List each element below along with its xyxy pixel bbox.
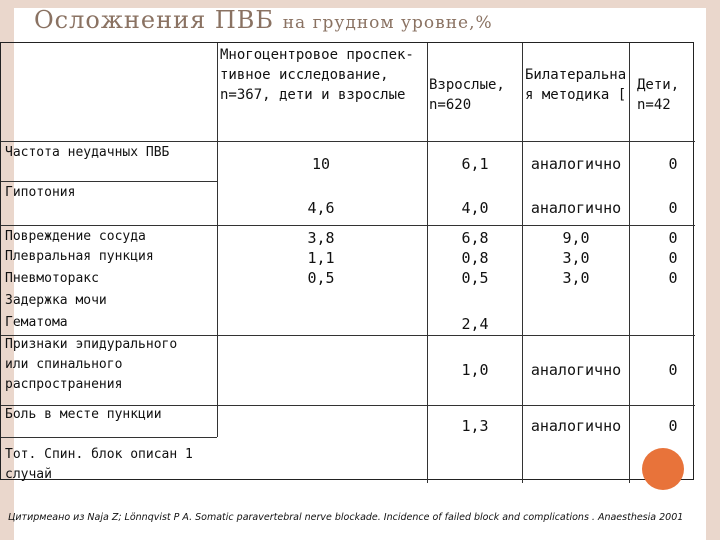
cell-hematoma-adults: 2,4 bbox=[461, 315, 489, 333]
cell-pneumothorax-adults: 0,5 bbox=[461, 269, 489, 287]
title-main: Осложнения ПВБ bbox=[34, 6, 275, 34]
cell-pain-children: 0 bbox=[668, 417, 678, 435]
row-label-epidural-spread: Признаки эпидурального или спинального распространения bbox=[5, 337, 178, 392]
row-label-puncture-pain: Боль в месте пункции bbox=[5, 407, 162, 422]
row-divider-5 bbox=[1, 437, 217, 438]
frame-right bbox=[706, 0, 720, 540]
cell-pneumothorax-children: 0 bbox=[668, 269, 678, 287]
cell-hypotension-multicenter: 4,6 bbox=[307, 199, 335, 217]
row-label-pleural-puncture: Плевральная пункция bbox=[5, 249, 154, 264]
cell-hypotension-adults: 4,0 bbox=[461, 199, 489, 217]
col-divider-1 bbox=[217, 43, 218, 437]
header-adults: Взрослые, n=620 bbox=[429, 77, 505, 113]
cell-vessel-adults: 6,8 bbox=[461, 229, 489, 247]
cell-hypotension-children: 0 bbox=[668, 199, 678, 217]
cell-vessel-children: 0 bbox=[668, 229, 678, 247]
decorative-orange-circle bbox=[642, 448, 684, 490]
cell-pleural-children: 0 bbox=[668, 249, 678, 267]
slide-title bbox=[34, 6, 493, 34]
cell-pleural-adults: 0,8 bbox=[461, 249, 489, 267]
title-tail: на грудном уровне,% bbox=[282, 13, 493, 33]
row-label-hematoma: Гематома bbox=[5, 315, 68, 330]
cell-epidural-bilateral: аналогично bbox=[530, 361, 622, 379]
citation: Цитирмеано из Naja Z; Lönnqvist P A. Somatic paravertebral nerve blockade. Incidence of failed block and complications . Anaesthesia 2001 bbox=[8, 512, 684, 523]
row-label-pneumothorax: Пневмоторакс bbox=[5, 271, 99, 286]
cell-epidural-children: 0 bbox=[668, 361, 678, 379]
row-label-hypotension: Гипотония bbox=[5, 185, 76, 200]
cell-vessel-multicenter: 3,8 bbox=[307, 229, 335, 247]
header-children: Дети, n=42 bbox=[637, 77, 680, 113]
cell-failed-block-multicenter: 10 bbox=[311, 155, 331, 173]
row-label-total-spinal: Тот. Спин. блок описан 1 случай bbox=[5, 447, 193, 482]
cell-epidural-adults: 1,0 bbox=[461, 361, 489, 379]
cell-pain-bilateral: аналогично bbox=[530, 417, 622, 435]
cell-failed-block-children: 0 bbox=[668, 155, 678, 173]
header-divider bbox=[1, 141, 695, 142]
cell-vessel-bilateral: 9,0 bbox=[562, 229, 590, 247]
cell-failed-block-adults: 6,1 bbox=[461, 155, 489, 173]
cell-pleural-bilateral: 3,0 bbox=[562, 249, 590, 267]
col-divider-2 bbox=[427, 43, 428, 483]
row-label-urinary-retention: Задержка мочи bbox=[5, 293, 107, 308]
row-divider-2 bbox=[1, 225, 695, 226]
row-label-failed-block: Частота неудачных ПВБ bbox=[5, 145, 170, 160]
cell-pain-adults: 1,3 bbox=[461, 417, 489, 435]
cell-hypotension-bilateral: аналогично bbox=[530, 199, 622, 217]
complications-table bbox=[0, 42, 694, 480]
header-multicenter: Многоцентровое проспек-тивное исследование, n=367, дети и взрослые bbox=[220, 47, 414, 103]
col-divider-4 bbox=[629, 43, 630, 483]
header-bilateral: Билатеральная методика [ bbox=[525, 67, 627, 103]
row-label-vessel-injury: Повреждение сосуда bbox=[5, 229, 146, 244]
cell-pneumothorax-multicenter: 0,5 bbox=[307, 269, 335, 287]
cell-pneumothorax-bilateral: 3,0 bbox=[562, 269, 590, 287]
col-divider-3 bbox=[522, 43, 523, 483]
cell-pleural-multicenter: 1,1 bbox=[307, 249, 335, 267]
cell-failed-block-bilateral: аналогично bbox=[530, 155, 622, 173]
row-divider-1 bbox=[1, 181, 217, 182]
